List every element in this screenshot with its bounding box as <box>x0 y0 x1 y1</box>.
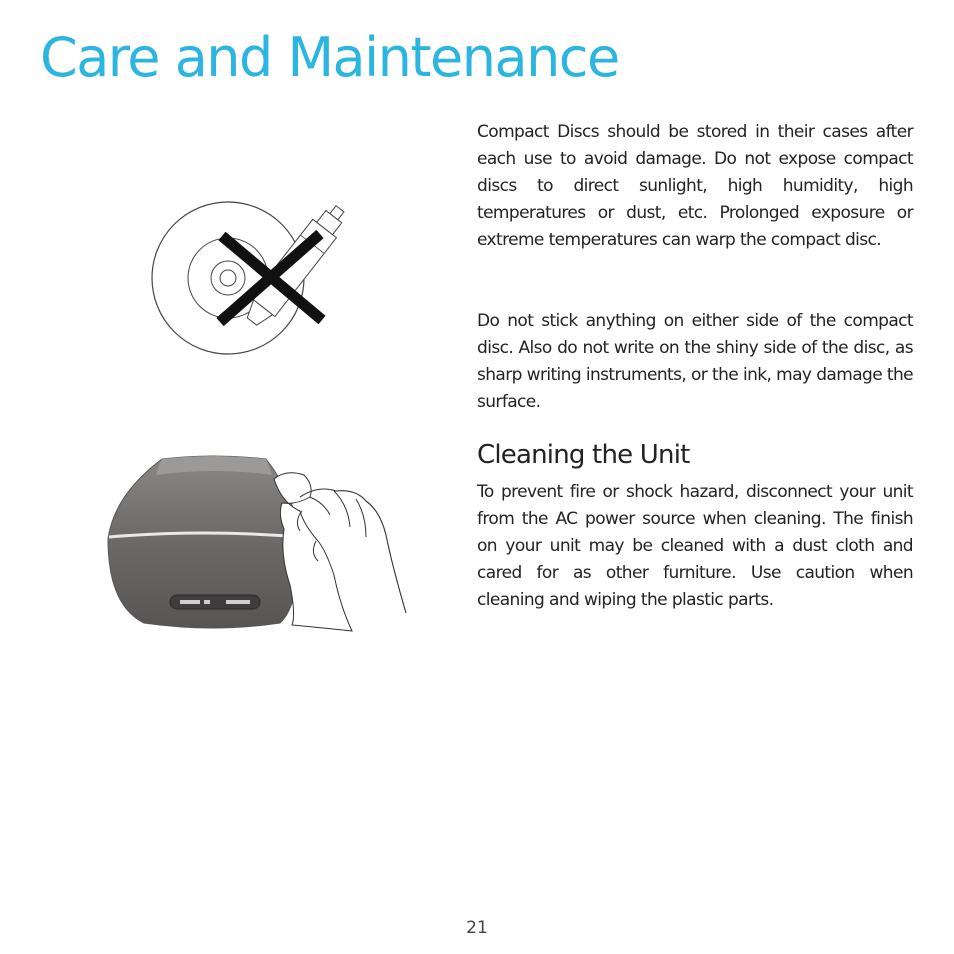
disc-storage-paragraph: Compact Discs should be stored in their cases after each use to avoid damage. Do not expose compact discs to direct sunlight, high humidity, high temperatures or dust, etc. Prolonged exposure or extreme temperatures can warp the compact disc. <box>477 122 913 250</box>
disc-handling-paragraph: Do not stick anything on either side of the compact disc. Also do not write on the shiny side of the disc, as sharp writing instruments, or the ink, may damage the surface. <box>477 311 913 412</box>
page-title: Care and Maintenance <box>40 26 619 89</box>
cleaning-unit-illustration <box>104 455 414 635</box>
cleaning-heading: Cleaning the Unit <box>477 440 690 470</box>
disc-no-marker-illustration <box>150 200 360 360</box>
page-number: 21 <box>466 918 488 938</box>
cleaning-paragraph: To prevent fire or shock hazard, disconnect your unit from the AC power source when cleaning. The finish on your unit may be cleaned with a dust cloth and cared for as other furniture. Use caution when cleaning and wiping the plastic parts. <box>477 482 913 610</box>
